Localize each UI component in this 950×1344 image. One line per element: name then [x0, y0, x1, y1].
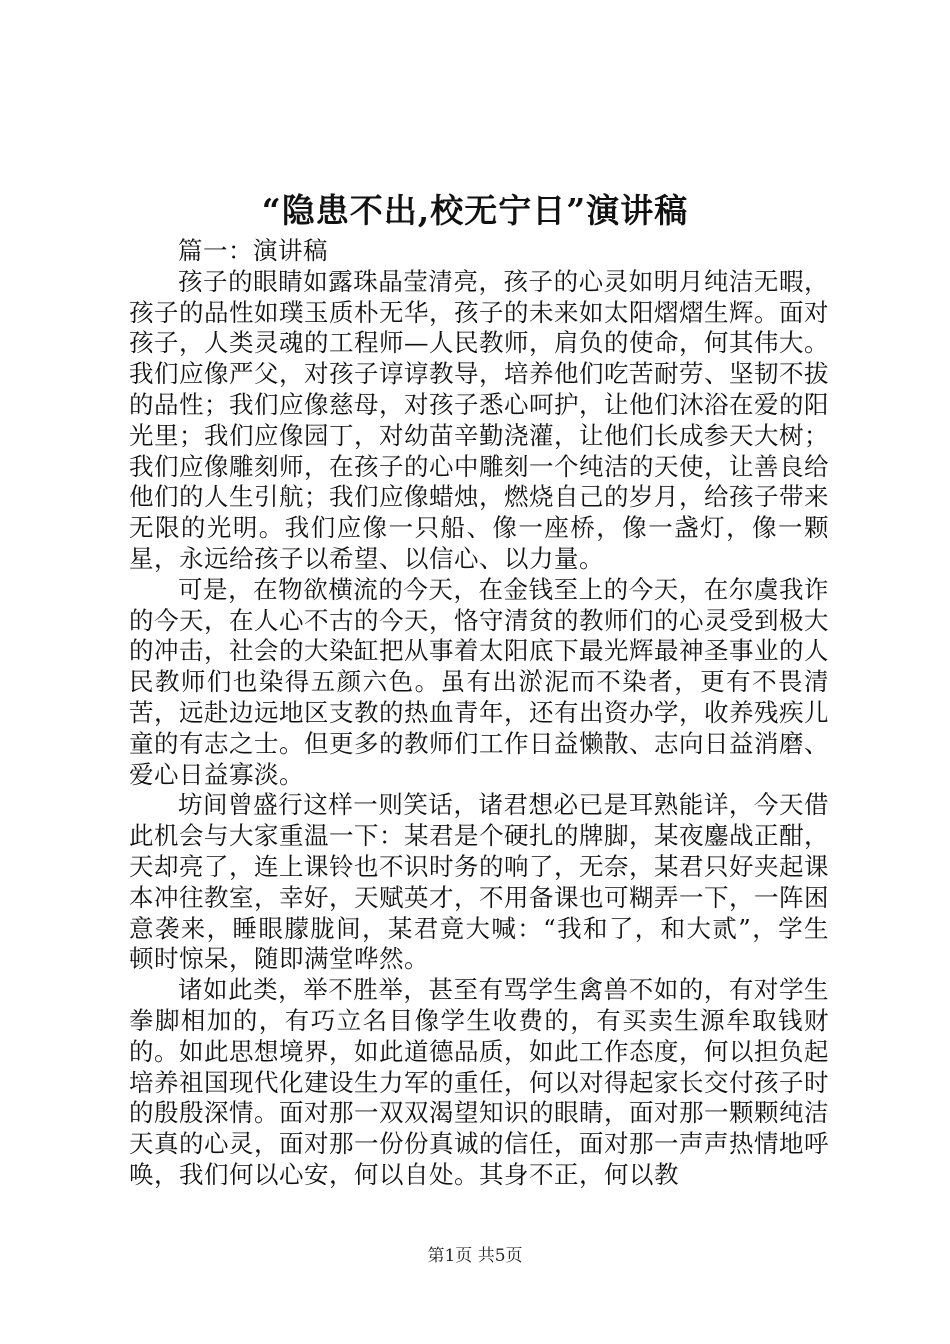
paragraph-4: 诸如此类，举不胜举，甚至有骂学生禽兽不如的，有对学生拳脚相加的，有巧立名目像学生收费的，有买卖生源牟取钱财的。如此思想境界，如此道德品质，如此工作态度，何以担负起培养祖国现代化建设生力军的重任，何以对得起家长交付孩子时的殷殷深情。面对那一双双渴望知识的眼睛，面对那一颗颗纯洁天真的心灵，面对那一份份真诚的信任，面对那一声声热情地呼唤，我们何以心安，何以自处。其身不正，何以教 [129, 975, 829, 1189]
document-title: “隐患不出,校无宁日”演讲稿 [261, 191, 689, 230]
paragraph-2: 可是，在物欲横流的今天，在金钱至上的今天，在尔虞我诈的今天，在人心不古的今天，恪守清贫的教师们的心灵受到极大的冲击，社会的大染缸把从事着太阳底下最光辉最神圣事业的人民教师们也染得五颜六色。虽有出淤泥而不染者，更有不畏清苦，远赴边远地区支教的热血青年，还有出资办学，收养残疾儿童的有志之士。但更多的教师们工作日益懒散、志向日益消磨、爱心日益寡淡。 [129, 574, 829, 789]
section-heading: 篇一：演讲稿 [178, 236, 328, 265]
page-footer: 第1页 共5页 [427, 1246, 523, 1266]
paragraph-3: 坊间曾盛行这样一则笑话，诸君想必已是耳熟能详，今天借此机会与大家重温一下：某君是个硬扎的牌脚，某夜鏖战正酣，天却亮了，连上课铃也不识时务的响了，无奈，某君只好夹起课本冲往教室，幸好，天赋英才，不用备课也可糊弄一下，一阵困意袭来，睡眼朦胧间，某君竟大喊：“我和了，和大贰”，学生顿时惊呆，随即满堂哗然。 [129, 790, 829, 974]
paragraph-1: 孩子的眼睛如露珠晶莹清亮，孩子的心灵如明月纯洁无暇，孩子的品性如璞玉质朴无华，孩子的未来如太阳熠熠生辉。面对孩子，人类灵魂的工程师—人民教师，肩负的使命，何其伟大。我们应像严父，对孩子谆谆教导，培养他们吃苦耐劳、坚韧不拔的品性；我们应像慈母，对孩子悉心呵护，让他们沐浴在爱的阳光里；我们应像园丁，对幼苗辛勤浇灌，让他们长成参天大树；我们应像雕刻师，在孩子的心中雕刻一个纯洁的天使，让善良给他们的人生引航；我们应像蜡烛，燃烧自己的岁月，给孩子带来无限的光明。我们应像一只船、像一座桥，像一盏灯，像一颗星，永远给孩子以希望、以信心、以力量。 [129, 266, 829, 573]
document-body [129, 236, 829, 1191]
